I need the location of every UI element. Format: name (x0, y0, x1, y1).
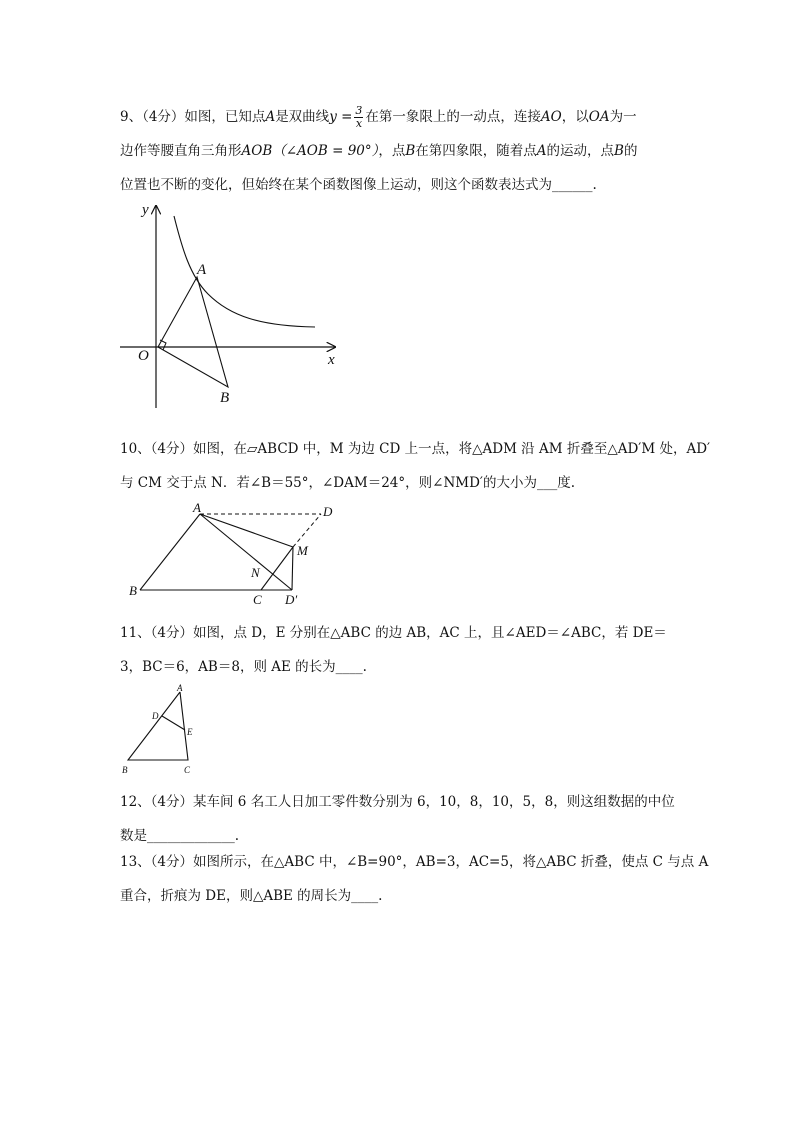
q10-label-m: M (297, 543, 308, 558)
q11-label-a: A (177, 683, 183, 693)
q10-line-ab (140, 514, 200, 590)
q9-triangle (158, 277, 228, 387)
q10-line-2: 与 CM 交于点 N．若∠B＝55°，∠DAM＝24°，则∠NMD′的大小为___度. (120, 475, 576, 491)
q11-label-e: E (187, 727, 193, 737)
q10-label-d: D (323, 504, 333, 519)
q9-frac-den: x (355, 117, 363, 130)
q9-label-x: x (328, 352, 335, 368)
q9-var-a2: A (536, 143, 547, 159)
q9-text: 9、（4分）如图，已知点 (120, 109, 266, 125)
question-13 (120, 845, 709, 913)
q9-text: ，以 (561, 109, 589, 125)
q9-figure (110, 198, 350, 413)
q9-text: ，点 (378, 143, 406, 159)
q11-figure (118, 682, 208, 777)
q10-label-a: A (193, 500, 201, 515)
q10-line-1: 10、（4分）如图，在▱ABCD 中，M 为边 CD 上一点，将△ADM 沿 AM 折叠至△AD′M 处，AD′ (120, 441, 711, 457)
q9-text: 边作等腰直角三角形 (120, 143, 242, 159)
q10-label-n: N (251, 565, 260, 580)
q9-fraction (354, 105, 363, 130)
q9-var-aob: AOB (241, 143, 273, 159)
q9-var-b2: B (614, 143, 624, 159)
q10-line-am (200, 514, 293, 547)
q9-hyperbola (174, 216, 315, 327)
question-10 (120, 432, 711, 500)
q9-text: 为一 (609, 109, 637, 125)
q9-angle: （∠AOB = 90°） (272, 143, 379, 159)
q9-text: 是双曲线 (275, 109, 330, 125)
q9-frac-num: 3 (355, 104, 363, 117)
q11-line-de (162, 716, 185, 730)
q12-line-1: 12、（4分）某车间 6 名工人日加工零件数分别为 6，10，8，10，5，8，则这组数据的中位 (120, 794, 675, 810)
q12-line-2: 数是_____________. (120, 828, 240, 844)
q9-text: 在第一象限上的一动点，连接 (365, 109, 541, 125)
q9-line-2 (120, 134, 680, 168)
q9-var-b: B (405, 143, 416, 159)
q13-line-1: 13、（4分）如图所示，在△ABC 中，∠B=90°，AB=3，AC=5，将△ABC 折叠，使点 C 与点 A (120, 854, 709, 870)
q11-label-d: D (152, 711, 159, 721)
q10-label-d2: D′ (285, 592, 298, 607)
question-12 (120, 785, 680, 853)
q9-y-equals: y = (329, 109, 353, 125)
q11-label-c: C (184, 765, 191, 775)
q10-line-md2 (292, 547, 293, 590)
q9-text: 在第四象限，随着点 (415, 143, 537, 159)
q10-label-c: C (253, 592, 262, 607)
question-9 (120, 100, 680, 202)
q9-label-y: y (142, 202, 149, 218)
q9-var-a: A (265, 109, 276, 125)
q13-line-2: 重合，折痕为 DE，则△ABE 的周长为____. (120, 888, 383, 904)
q9-text: 的 (623, 143, 638, 159)
q9-line-3: 位置也不断的变化，但始终在某个函数图像上运动，则这个函数表达式为______. (120, 177, 597, 193)
q9-label-b: B (220, 390, 230, 406)
q10-line-ad2 (200, 514, 292, 590)
q9-label-a: A (197, 262, 207, 278)
q9-var-oa: OA (588, 109, 610, 125)
q9-line-1 (120, 100, 680, 134)
question-11 (120, 616, 680, 684)
q9-label-o: O (138, 348, 149, 364)
q9-text: 的运动，点 (546, 143, 615, 159)
q11-label-b: B (122, 765, 128, 775)
q11-line-2: 3，BC＝6，AB＝8，则 AE 的长为____. (120, 659, 367, 675)
q10-label-b: B (129, 583, 137, 598)
q10-figure (125, 500, 345, 610)
q9-var-ao: AO (540, 109, 562, 125)
q11-line-1: 11、（4分）如图，点 D，E 分别在△ABC 的边 AB，AC 上，且∠AED＝∠ABC，若 DE＝ (120, 625, 667, 641)
